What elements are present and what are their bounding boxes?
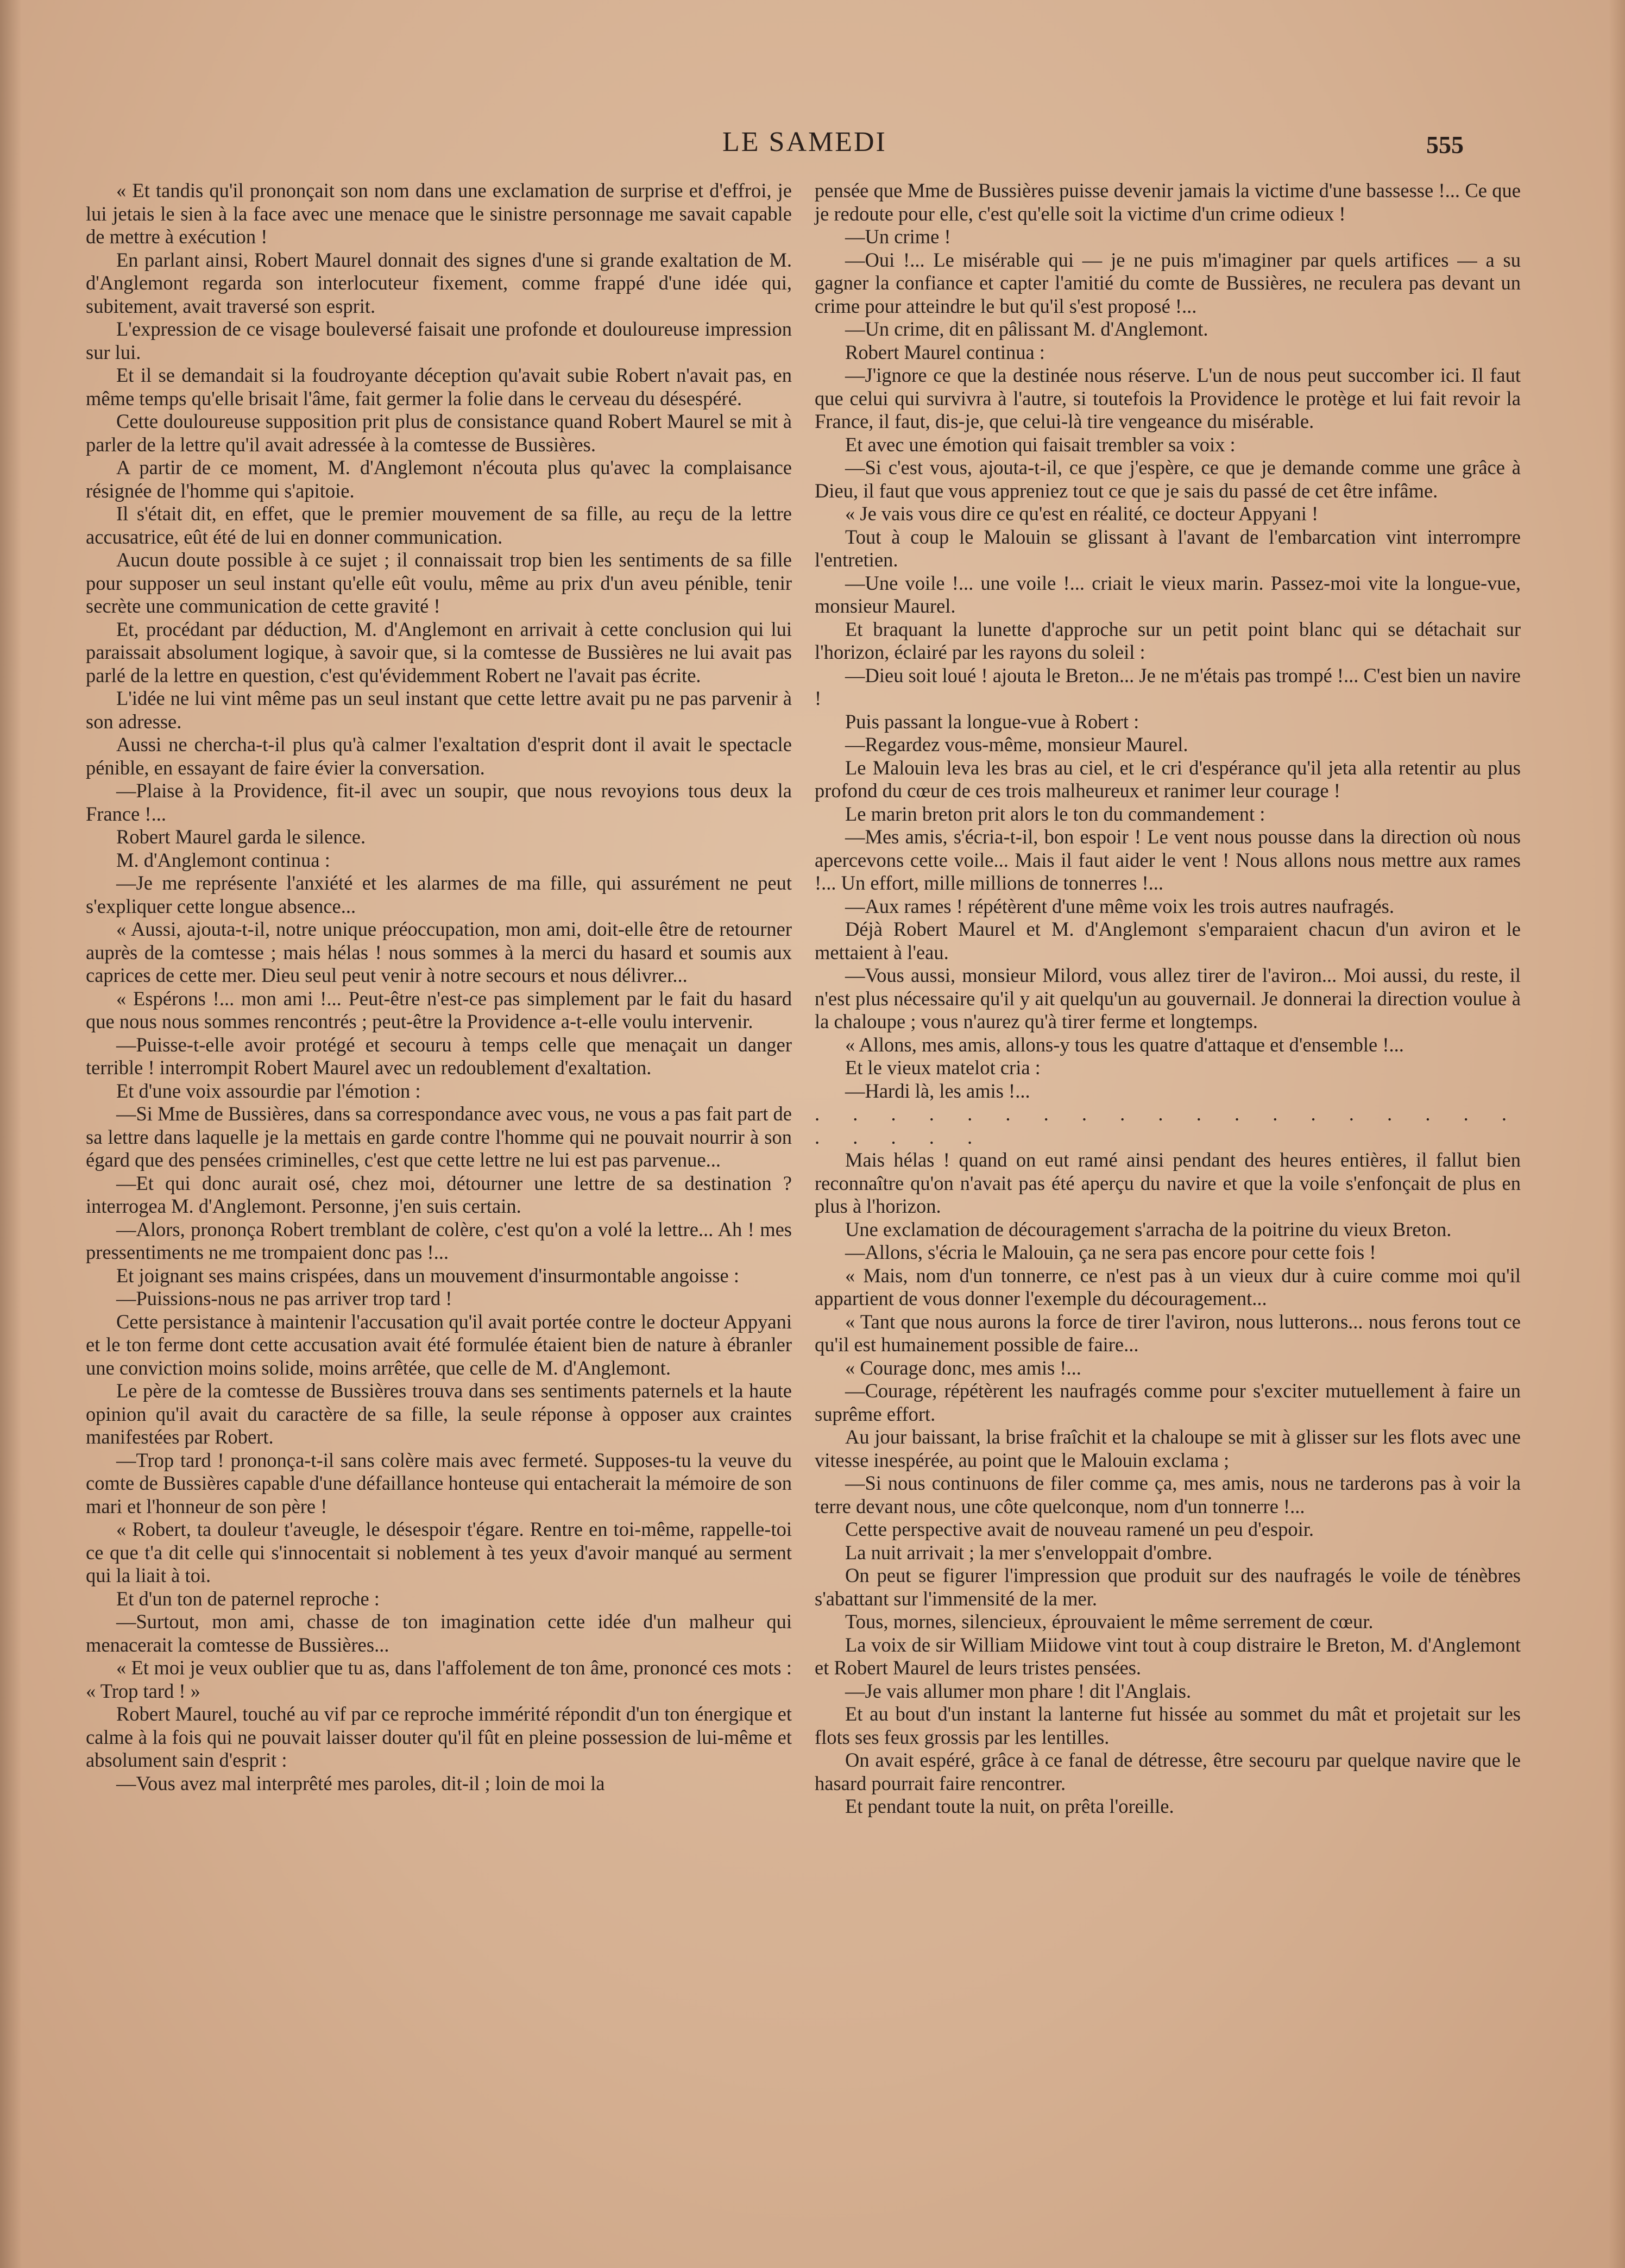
paragraph: Et joignant ses mains crispées, dans un mouvement d'insurmontable angoisse : bbox=[116, 1264, 740, 1287]
paragraph: Une exclamation de découragement s'arracha de la poitrine du vieux Breton. bbox=[845, 1218, 1452, 1240]
paragraph: « Et tandis qu'il prononçait son nom dans une exclamation de surprise et d'effroi, je lui jetais le sien à la face avec une menace que le sinistre personnage me savait capable de mettre à exécution ! bbox=[86, 179, 792, 248]
paragraph: Robert Maurel, touché au vif par ce reproche immérité répondit d'un ton énergique et calme à la fois qui ne pouvait laisser douter qu'il fût en pleine possession de lui-même et absolument sain d'esprit : bbox=[86, 1703, 792, 1771]
paragraph: —Mes amis, s'écria-t-il, bon espoir ! Le vent nous pousse dans la direction où nous apercevons cette voile... Mais il faut aider le vent ! Nous allons nous mettre aux rames !... Un effort, mille millions de tonnerres !... bbox=[815, 826, 1521, 894]
paragraph: —Une voile !... une voile !... criait le vieux marin. Passez-moi vite la longue-vue, monsieur Maurel. bbox=[815, 571, 1521, 617]
paragraph: —Allons, s'écria le Malouin, ça ne sera pas encore pour cette fois ! bbox=[845, 1241, 1376, 1263]
paragraph: —Un crime ! bbox=[845, 225, 951, 248]
paragraph: —Oui !... Le misérable qui — je ne puis m'imaginer par quels artifices — a su gagner la confiance et capter l'amitié du comte de Bussières, ne reculera pas devant un crime pour atteindre le but qu'il s'est proposé !... bbox=[815, 248, 1521, 317]
paragraph: L'expression de ce visage bouleversé faisait une profonde et douloureuse impression sur lui. bbox=[86, 318, 792, 363]
paragraph: Et au bout d'un instant la lanterne fut hissée au sommet du mât et projetait sur les flots ses feux grossis par les lentilles. bbox=[815, 1703, 1521, 1748]
paragraph: On avait espéré, grâce à ce fanal de détresse, être secouru par quelque navire que le hasard pourrait faire rencontrer. bbox=[815, 1749, 1521, 1794]
paragraph: « Espérons !... mon ami !... Peut-être n'est-ce pas simplement par le fait du hasard que nous nous sommes rencontrés ; peut-être la Providence a-t-elle voulu intervenir. bbox=[86, 987, 792, 1032]
paragraph: « Mais, nom d'un tonnerre, ce n'est pas à un vieux dur à cuire comme moi qu'il appartient de vous donner l'exemple du découragement... bbox=[815, 1264, 1521, 1309]
paragraph: —Je vais allumer mon phare ! dit l'Anglais. bbox=[845, 1679, 1192, 1702]
paragraph: La nuit arrivait ; la mer s'enveloppait d'ombre. bbox=[845, 1541, 1213, 1564]
paragraph: M. d'Anglemont continua : bbox=[116, 848, 330, 871]
paragraph: Robert Maurel garda le silence. bbox=[116, 826, 366, 848]
paragraph: —Plaise à la Providence, fit-il avec un soupir, que nous revoyions tous deux la France !... bbox=[86, 779, 792, 825]
paragraph: Tous, mornes, silencieux, éprouvaient le même serrement de cœur. bbox=[845, 1610, 1374, 1633]
paragraph: —Si c'est vous, ajouta-t-il, ce que j'espère, ce que je demande comme une grâce à Dieu, il faut que vous appreniez tout ce que je sais du passé de cet être infâme. bbox=[815, 456, 1521, 502]
paragraph: Et braquant la lunette d'approche sur un petit point blanc qui se détachait sur l'horizon, éclairé par les rayons du soleil : bbox=[815, 618, 1521, 663]
paragraph: En parlant ainsi, Robert Maurel donnait des signes d'une si grande exaltation de M. d'Anglemont regarda son interlocuteur fixement, comme frappé d'une idée qui, subitement, avait traversé son esprit. bbox=[86, 248, 792, 317]
paragraph: On peut se figurer l'impression que produit sur des naufragés le voile de ténèbres s'abattant sur l'immensité de la mer. bbox=[815, 1564, 1521, 1610]
paragraph: Le marin breton prit alors le ton du commandement : bbox=[845, 802, 1265, 825]
paragraph: Et, procédant par déduction, M. d'Anglemont en arrivait à cette conclusion qui lui paraissait absolument logique, à savoir que, si la comtesse de Bussières ne lui avait pas parlé de la lettre en question, c'est qu'évidemment Robert ne l'avait pas écrite. bbox=[86, 618, 792, 686]
paragraph: Puis passant la longue-vue à Robert : bbox=[845, 710, 1139, 733]
paragraph: Et le vieux matelot cria : bbox=[845, 1056, 1041, 1079]
paragraph: —Aux rames ! répétèrent d'une même voix les trois autres naufragés. bbox=[845, 894, 1394, 917]
paragraph: Et d'un ton de paternel reproche : bbox=[116, 1587, 380, 1610]
paragraph: Aussi ne chercha-t-il plus qu'à calmer l'exaltation d'esprit dont il avait le spectacle pénible, en essayant de faire évier la conversation. bbox=[86, 733, 792, 779]
paragraph: Tout à coup le Malouin se glissant à l'avant de l'embarcation vint interrompre l'entretien. bbox=[815, 525, 1521, 571]
paragraph: —Vous aussi, monsieur Milord, vous allez tirer de l'aviron... Moi aussi, du reste, il n'est plus nécessaire qu'il y ait quelqu'un au gouvernail. Je donnerai la direction voulue à la chaloupe ; vous n'aurez qu'à tirer ferme et longtemps. bbox=[815, 964, 1521, 1032]
paragraph: —Puissions-nous ne pas arriver trop tard ! bbox=[116, 1287, 452, 1309]
paragraph: Cette persistance à maintenir l'accusation qu'il avait portée contre le docteur Appyani et le ton ferme dont cette accusation avait été formulée étaient bien de nature à ébranler une conviction moins solide, moins arrêtée, que celle de M. d'Anglemont. bbox=[86, 1310, 792, 1379]
paragraph: Cette douloureuse supposition prit plus de consistance quand Robert Maurel se mit à parler de la lettre qu'il avait adressée à la comtesse de Bussières. bbox=[86, 410, 792, 456]
paragraph: Et il se demandait si la foudroyante déception qu'avait subie Robert n'avait pas, en même temps qu'elle brisait l'âme, fait germer la folie dans le cerveau du désespéré. bbox=[86, 364, 792, 410]
paragraph: —Et qui donc aurait osé, chez moi, détourner une lettre de sa destination ? interrogea M. d'Anglemont. Personne, j'en suis certain. bbox=[86, 1171, 792, 1217]
paragraph: « Je vais vous dire ce qu'est en réalité, ce docteur Appyani ! bbox=[845, 502, 1319, 525]
paragraph: pensée que Mme de Bussières puisse devenir jamais la victime d'une bassesse !... Ce que je redoute pour elle, c'est qu'elle soit la victime d'un crime odieux ! bbox=[815, 179, 1521, 225]
paragraph: —Dieu soit loué ! ajouta le Breton... Je ne m'étais pas trompé !... C'est bien un navire ! bbox=[815, 664, 1521, 709]
paragraph: L'idée ne lui vint même pas un seul instant que cette lettre avait pu ne pas parvenir à son adresse. bbox=[86, 687, 792, 733]
paragraph: —Vous avez mal interprêté mes paroles, dit-il ; loin de moi la bbox=[116, 1772, 605, 1794]
paragraph: Le père de la comtesse de Bussières trouva dans ses sentiments paternels et la haute opinion qu'il avait du caractère de sa fille, la seule réponse à opposer aux craintes manifestées par Robert. bbox=[86, 1379, 792, 1448]
paragraph: « Tant que nous aurons la force de tirer l'aviron, nous lutterons... nous ferons tout ce qu'il est humainement possible de faire... bbox=[815, 1310, 1521, 1356]
page-edge-shadow bbox=[1609, 0, 1625, 2268]
paragraph: « Courage donc, mes amis !... bbox=[845, 1356, 1081, 1379]
paragraph: « Aussi, ajouta-t-il, notre unique préoccupation, mon ami, doit-elle être de retourner auprès de la comtesse ; mais hélas ! nous sommes à la merci du hasard et soumis aux caprices de cette mer. Dieu seul peut venir à notre secours et nous délivrer... bbox=[86, 918, 792, 986]
paragraph: —Un crime, dit en pâlissant M. d'Anglemont. bbox=[845, 318, 1208, 340]
paragraph: Et d'une voix assourdie par l'émotion : bbox=[116, 1079, 421, 1102]
paragraph: Et pendant toute la nuit, on prêta l'oreille. bbox=[845, 1795, 1174, 1817]
paragraph: —Courage, répétèrent les naufragés comme pour s'exciter mutuellement à faire un suprême effort. bbox=[815, 1379, 1521, 1425]
paragraph: —Regardez vous-même, monsieur Maurel. bbox=[845, 733, 1188, 755]
paragraph: —Surtout, mon ami, chasse de ton imagination cette idée d'un malheur qui menacerait la comtesse de Bussières... bbox=[86, 1610, 792, 1656]
paragraph: —Si nous continuons de filer comme ça, mes amis, nous ne tarderons pas à voir la terre devant nous, une côte quelconque, nom d'un tonnerre !... bbox=[815, 1472, 1521, 1517]
paragraph: —Si Mme de Bussières, dans sa correspondance avec vous, ne vous a pas fait part de sa lettre dans laquelle je la mettais en garde contre l'homme qui ne pouvait nourrir à son égard que des pensées criminelles, c'est que cette lettre ne lui est pas parvenue... bbox=[86, 1102, 792, 1171]
paragraph: Il s'était dit, en effet, que le premier mouvement de sa fille, au reçu de la lettre accusatrice, eût été de lui en donner communication. bbox=[86, 502, 792, 548]
paragraph: « Et moi je veux oublier que tu as, dans l'affolement de ton âme, prononcé ces mots : « Trop tard ! » bbox=[86, 1656, 792, 1702]
paragraph: —Hardi là, les amis !... bbox=[845, 1079, 1030, 1102]
paragraph: Déjà Robert Maurel et M. d'Anglemont s'emparaient chacun d'un aviron et le mettaient à l'eau. bbox=[815, 918, 1521, 963]
paragraph: Cette perspective avait de nouveau ramené un peu d'espoir. bbox=[845, 1518, 1314, 1540]
paragraph: Le Malouin leva les bras au ciel, et le cri d'espérance qu'il jeta alla retentir au plus profond du cœur de ces trois malheureux et ranimer leur courage ! bbox=[815, 756, 1521, 802]
running-head-title: LE SAMEDI bbox=[722, 127, 887, 158]
paragraph: Et avec une émotion qui faisait trembler sa voix : bbox=[845, 433, 1236, 456]
paragraph: . . . . . . . . . . . . . . . . . . . . . . . . bbox=[815, 1102, 1521, 1148]
paragraph: A partir de ce moment, M. d'Anglemont n'écouta plus qu'avec la complaisance résignée de l'homme qui s'apitoie. bbox=[86, 456, 792, 502]
text-column-left bbox=[86, 179, 792, 1795]
paragraph: —Puisse-t-elle avoir protégé et secouru à temps celle que menaçait un danger terrible ! interrompit Robert Maurel avec un redoublement d'exaltation. bbox=[86, 1033, 792, 1079]
paragraph: Au jour baissant, la brise fraîchit et la chaloupe se mit à glisser sur les flots avec une vitesse inespérée, au point que le Malouin exclama ; bbox=[815, 1426, 1521, 1471]
paragraph: —Alors, prononça Robert tremblant de colère, c'est qu'on a volé la lettre... Ah ! mes pressentiments ne me trompaient donc pas !... bbox=[86, 1218, 792, 1263]
page-number: 555 bbox=[1426, 131, 1464, 159]
paragraph: La voix de sir William Miidowe vint tout à coup distraire le Breton, M. d'Anglemont et Robert Maurel de leurs tristes pensées. bbox=[815, 1633, 1521, 1679]
paragraph: —Je me représente l'anxiété et les alarmes de ma fille, qui assurément ne peut s'expliquer cette longue absence... bbox=[86, 872, 792, 917]
paragraph: « Allons, mes amis, allons-y tous les quatre d'attaque et d'ensemble !... bbox=[845, 1033, 1404, 1056]
page-fold-shadow bbox=[0, 0, 22, 2268]
paragraph: —J'ignore ce que la destinée nous réserve. L'un de nous peut succomber ici. Il faut que celui qui survivra à l'autre, si toutefois la Providence le protège et lui fait revoir la France, il faut, dis-je, que celui-là tire vengeance du misérable. bbox=[815, 364, 1521, 432]
paragraph: Aucun doute possible à ce sujet ; il connaissait trop bien les sentiments de sa fille pour supposer un seul instant qu'elle eût voulu, même au prix d'un aveu pénible, tenir secrète une communication de cette gravité ! bbox=[86, 549, 792, 617]
text-column-right bbox=[815, 179, 1521, 1818]
paragraph: Robert Maurel continua : bbox=[845, 341, 1045, 363]
paragraph: « Robert, ta douleur t'aveugle, le désespoir t'égare. Rentre en toi-même, rappelle-toi ce que t'a dit celle qui s'innocentait si noblement à tes yeux d'avoir manqué au serment qui la liait à toi. bbox=[86, 1518, 792, 1586]
paragraph: Mais hélas ! quand on eut ramé ainsi pendant des heures entières, il fallut bien reconnaître qu'on n'avait pas été aperçu du navire et que la voile s'enfonçait de plus en plus à l'horizon. bbox=[815, 1149, 1521, 1217]
paragraph: —Trop tard ! prononça-t-il sans colère mais avec fermeté. Supposes-tu la veuve du comte de Bussières capable d'une défaillance honteuse qui entacherait la mémoire de son mari et l'honneur de son père ! bbox=[86, 1448, 792, 1517]
